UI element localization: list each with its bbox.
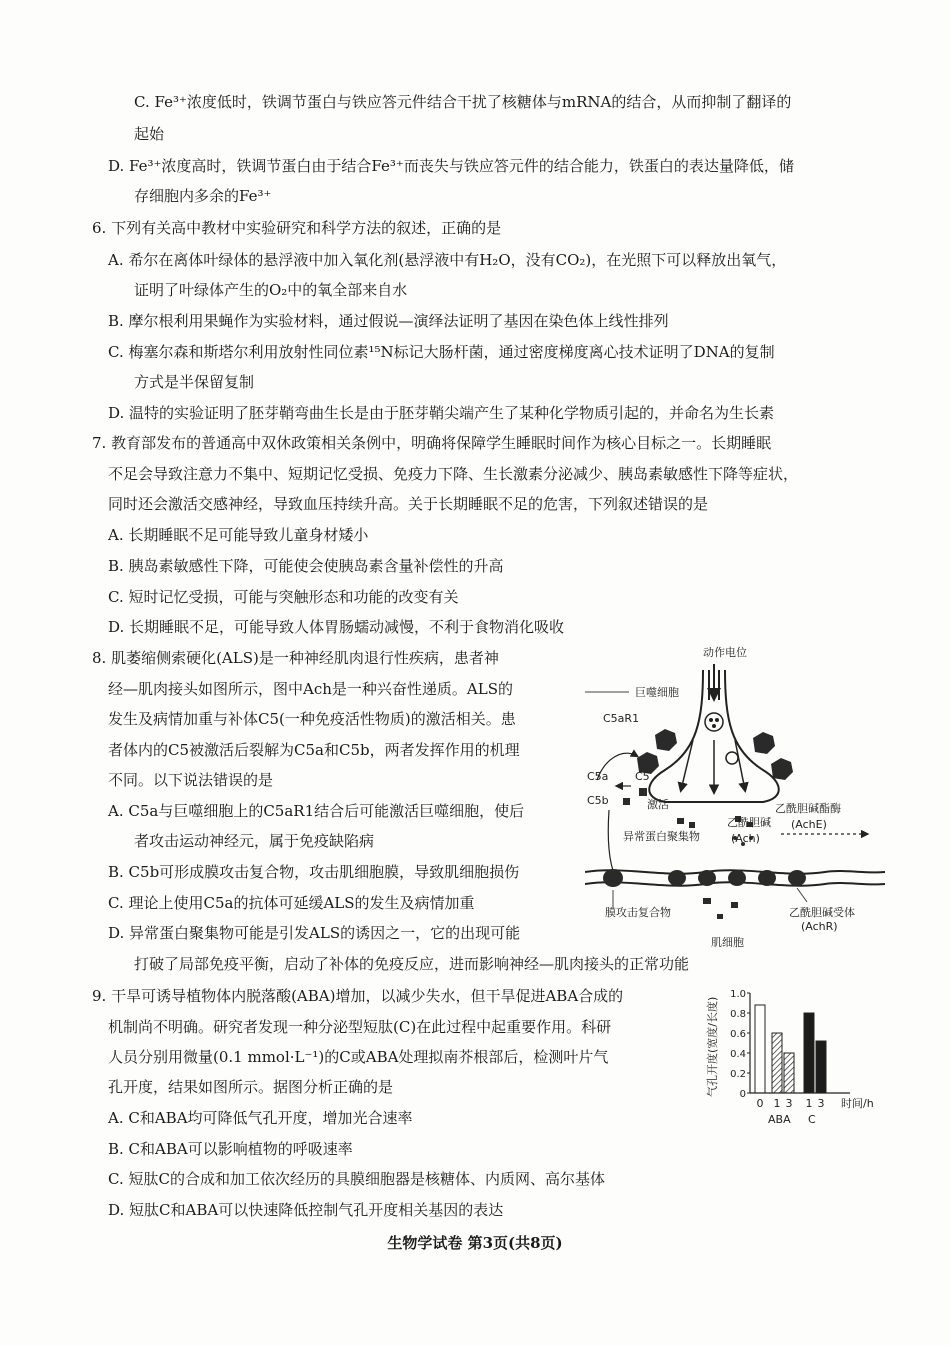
question-7-stem-line1: 7. 教育部发布的普通高中双休政策相关条例中，明确将保障学生睡眠时间作为核心目标之一。长期睡眠 — [92, 434, 772, 452]
chart-bar — [804, 1013, 814, 1093]
x-tick-label: 1 — [773, 1097, 781, 1110]
option-9b: B. C和ABA可以影响植物的呼吸速率 — [108, 1140, 353, 1158]
question-8-stem-line1: 8. 肌萎缩侧索硬化(ALS)是一种神经肌肉退行性疾病，患者神 — [92, 649, 499, 667]
option-6c-line1: C. 梅塞尔森和斯塔尔利用放射性同位素¹⁵N标记大肠杆菌，通过密度梯度离心技术证明了DNA的复制 — [108, 343, 775, 361]
option-6c-line2: 方式是半保留复制 — [134, 373, 255, 391]
option-5d-line1: D. Fe³⁺浓度高时，铁调节蛋白由于结合Fe³⁺而丧失与铁应答元件的结合能力，铁蛋白的表达量降低，储 — [108, 157, 794, 175]
option-8d-line2: 打破了局部免疫平衡，启动了补体的免疫反应，进而影响神经—肌肉接头的正常功能 — [134, 955, 690, 973]
y-tick-label: 1.0 — [730, 989, 746, 1000]
aggregate-label: 异常蛋白聚集物 — [623, 830, 700, 843]
y-tick-label: 0.6 — [730, 1029, 746, 1040]
y-tick-label: 0.4 — [730, 1049, 746, 1060]
mac-fragments — [703, 898, 738, 919]
ache-label: 乙酰胆碱酯酶 — [775, 802, 841, 815]
synaptic-vesicle — [705, 713, 723, 731]
c5ar1-label: C5aR1 — [603, 712, 640, 725]
x-tick-label: 3 — [817, 1097, 825, 1110]
option-6a-line1: A. 希尔在离体叶绿体的悬浮液中加入氧化剂(悬浮液中有H₂O，没有CO₂)，在光照下可以释放出氧气， — [108, 251, 787, 269]
question-8-stem-line2: 经—肌肉接头如图所示，图中Ach是一种兴奋性递质。ALS的 — [108, 680, 513, 698]
option-5c-line2: 起始 — [134, 125, 165, 143]
question-6-stem: 6. 下列有关高中教材中实验研究和科学方法的叙述，正确的是 — [92, 219, 502, 237]
vesicle-open — [726, 752, 738, 764]
question-9-stem-line1: 9. 干旱可诱导植物体内脱落酸(ABA)增加，以减少失水，但干旱促进ABA合成的 — [92, 987, 624, 1005]
x-tick-label: 3 — [785, 1097, 793, 1110]
option-5d-line2: 存细胞内多余的Fe³⁺ — [134, 187, 272, 205]
option-7a: A. 长期睡眠不足可能导致儿童身材矮小 — [108, 526, 369, 544]
c5a-label: C5a — [587, 770, 609, 783]
c5-molecules — [623, 788, 647, 805]
chart-group-c: C — [808, 1113, 816, 1126]
chart-bar — [816, 1041, 826, 1093]
macrophage-label: 巨噬细胞 — [635, 686, 679, 699]
option-9a: A. C和ABA均可降低气孔开度，增加光合速率 — [108, 1109, 413, 1127]
option-8a-line2: 者攻击运动神经元，属于免疫缺陷病 — [134, 832, 375, 850]
chart-group-aba: ABA — [768, 1113, 791, 1126]
option-7b: B. 胰岛素敏感性下降，可能使会使胰岛素含量补偿性的升高 — [108, 557, 504, 575]
x-tick-label: 1 — [805, 1097, 813, 1110]
question-8-stem-line3: 发生及病情加重与补体C5(一种免疫活性物质)的激活相关。患 — [108, 710, 516, 728]
option-6a-line2: 证明了叶绿体产生的O₂中的氧全部来自水 — [134, 281, 408, 299]
question-9-stem-line2: 机制尚不明确。研究者发现一种分泌型短肽(C)在此过程中起重要作用。科研 — [108, 1018, 612, 1036]
question-9-stem-line3: 人员分别用微量(0.1 mmol·L⁻¹)的C或ABA处理拟南芥根部后，检测叶片气 — [108, 1048, 609, 1066]
option-8c: C. 理论上使用C5a的抗体可延缓ALS的发生及病情加重 — [108, 894, 475, 912]
chart-xlabel: 时间/h — [841, 1097, 874, 1110]
question-9-stem-line4: 孔开度，结果如图所示。据图分析正确的是 — [108, 1078, 394, 1096]
option-8d-line1: D. 异常蛋白聚集物可能是引发ALS的诱因之一，它的出现可能 — [108, 924, 521, 942]
page-footer: 生物学试卷 第3页(共8页) — [387, 1234, 563, 1252]
nmj-diagram — [585, 640, 885, 960]
chart-bar — [784, 1053, 794, 1093]
y-tick-label: 0.8 — [730, 1009, 746, 1020]
option-8b: B. C5b可形成膜攻击复合物，攻击肌细胞膜，导致肌细胞损伤 — [108, 863, 520, 881]
x-tick-label: 0 — [756, 1097, 764, 1110]
mac-label: 膜攻击复合物 — [605, 906, 671, 919]
question-7-stem-line3: 同时还会激活交感神经，导致血压持续升高。关于长期睡眠不足的危害，下列叙述错误的是 — [108, 495, 709, 513]
vesicle-release-arrows — [681, 740, 745, 792]
ache-abbr-label: (AchE) — [791, 818, 827, 831]
stomatal-chart — [700, 985, 880, 1135]
option-7d: D. 长期睡眠不足，可能导致人体胃肠蠕动减慢，不利于食物消化吸收 — [108, 618, 565, 636]
achr-leader — [797, 888, 807, 902]
question-8-stem-line4: 者体内的C5被激活后裂解为C5a和C5b，两者发挥作用的机理 — [108, 741, 520, 759]
option-6d: D. 温特的实验证明了胚芽鞘弯曲生长是由于胚芽鞘尖端产生了某种化学物质引起的，并命名为生长素 — [108, 404, 775, 422]
option-9c: C. 短肽C的合成和加工依次经历的具膜细胞器是核糖体、内质网、高尔基体 — [108, 1170, 605, 1188]
action-potential-label: 动作电位 — [703, 646, 747, 659]
chart-y-ticks — [730, 989, 750, 1100]
chart-ylabel: 气孔开度(宽度/长度) — [706, 996, 719, 1097]
c5b-to-mac-arrow — [608, 810, 615, 876]
chart-bars — [755, 1005, 826, 1093]
c5b-label: C5b — [587, 794, 609, 807]
question-8-stem-line5: 不同。以下说法错误的是 — [108, 771, 274, 789]
question-7-stem-line2: 不足会导致注意力不集中、短期记忆受损、免疫力下降、生长激素分泌减少、胰岛素敏感性下降等症状， — [108, 465, 799, 483]
chart-x-ticks — [757, 1097, 825, 1110]
option-9d: D. 短肽C和ABA可以快速降低控制气孔开度相关基因的表达 — [108, 1201, 504, 1219]
c5-label: C5 — [635, 770, 650, 783]
y-tick-label: 0 — [739, 1089, 746, 1100]
option-8a-line1: A. C5a与巨噬细胞上的C5aR1结合后可能激活巨噬细胞，使后 — [108, 802, 525, 820]
ach-abbr-label: (Ach) — [731, 832, 760, 845]
activate-label: 激活 — [647, 798, 669, 811]
achr-label: 乙酰胆碱受体 — [789, 906, 855, 919]
muscle-cell-label: 肌细胞 — [711, 936, 744, 949]
ach-label: 乙酰胆碱 — [727, 816, 771, 829]
chart-bar — [772, 1033, 782, 1093]
option-5c-line1: C. Fe³⁺浓度低时，铁调节蛋白与铁应答元件结合干扰了核糖体与mRNA的结合，从而抑制了翻译的 — [134, 93, 792, 111]
achr-abbr-label: (AchR) — [801, 920, 838, 933]
y-tick-label: 0.2 — [730, 1069, 746, 1080]
option-7c: C. 短时记忆受损，可能与突触形态和功能的改变有关 — [108, 588, 459, 606]
option-6b: B. 摩尔根利用果蝇作为实验材料，通过假说—演绎法证明了基因在染色体上线性排列 — [108, 312, 669, 330]
chart-bar — [755, 1005, 765, 1093]
